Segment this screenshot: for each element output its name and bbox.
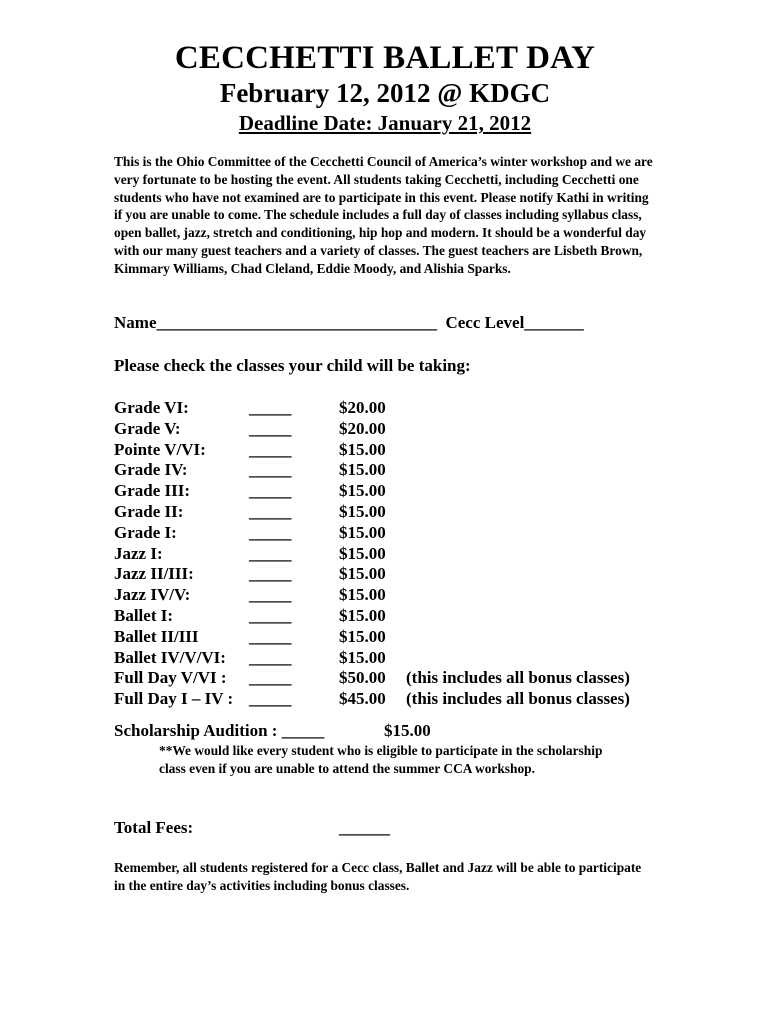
intro-paragraph: This is the Ohio Committee of the Cecchetti Council of America’s winter workshop and we are very fortunate to be hosting the event. All students taking Cecchetti, including Cecchetti one students who have not examined are to participate in this event. Please notify Kathi in writing if you are unable to come. The schedule includes a full day of classes including syllabus class, open ballet, jazz, stretch and conditioning, hip hop and modern. It should be a wonderful day with our many guest teachers and a variety of classes. The guest teachers are Lisbeth Brown, Kimmary Williams, Chad Cleland, Eddie Moody, and Alishia Sparks. [114,154,653,276]
class-row [114,585,674,606]
class-price-list [114,398,674,710]
total-fees-blank: ______ [339,818,390,837]
total-fees-row [114,818,514,840]
class-price: $15.00 [339,564,386,584]
class-row [114,668,674,689]
class-name: Jazz II/III: [114,564,194,584]
class-check-blank: _____ [249,585,292,605]
class-check-blank: _____ [249,522,292,542]
class-price: $15.00 [339,543,386,563]
class-check-blank: _____ [249,481,292,501]
class-name: Ballet I: [114,605,174,625]
class-note: (this includes all bonus classes) [406,668,630,688]
class-row [114,398,674,419]
class-check-blank: _____ [249,501,292,521]
class-row [114,523,674,544]
class-row [114,502,674,523]
scholarship-price: $15.00 [384,721,431,740]
remember-note: Remember, all students registered for a Cecc class, Ballet and Jazz will be able to participate in the entire day’s activities including bonus classes. [114,860,642,893]
class-name: Grade III: [114,481,191,501]
class-price: $15.00 [339,626,386,646]
class-name: Grade II: [114,501,184,521]
class-price: $20.00 [339,418,386,438]
class-row [114,627,674,648]
class-price: $50.00 [339,668,386,688]
class-check-instruction: Please check the classes your child will be taking: [114,356,471,375]
class-price: $15.00 [339,605,386,625]
class-name: Full Day V/VI : [114,668,227,688]
class-check-blank: _____ [249,605,292,625]
class-row [114,481,674,502]
class-name: Grade IV: [114,460,188,480]
event-date-location: February 12, 2012 @ KDGC [219,78,551,108]
class-name: Full Day I – IV : [114,689,234,709]
class-price: $15.00 [339,481,386,501]
class-row [114,419,674,440]
class-price: $15.00 [339,460,386,480]
class-check-blank: _____ [249,647,292,667]
class-check-blank: _____ [249,460,292,480]
deadline-date: Deadline Date: January 21, 2012 [238,111,532,135]
class-check-blank: _____ [249,626,292,646]
class-name: Grade I: [114,522,177,542]
class-price: $45.00 [339,689,386,709]
class-row [114,440,674,461]
class-check-blank: _____ [249,668,292,688]
class-note: (this includes all bonus classes) [406,689,630,709]
class-check-blank: _____ [249,564,292,584]
class-check-blank: _____ [249,418,292,438]
scholarship-audition-row [114,721,674,743]
class-price: $15.00 [339,585,386,605]
scholarship-label: Scholarship Audition : _____ [114,721,325,740]
class-name: Pointe V/VI: [114,439,206,459]
class-price: $15.00 [339,647,386,667]
class-check-blank: _____ [249,439,292,459]
class-price: $15.00 [339,522,386,542]
class-price: $15.00 [339,439,386,459]
class-name: Jazz I: [114,543,163,563]
scholarship-note: **We would like every student who is eligible to participate in the scholarship class even if you are unable to attend the summer CCA workshop. [159,743,603,776]
class-name: Grade VI: [114,398,189,417]
class-check-blank: _____ [249,543,292,563]
class-row [114,648,674,669]
class-price: $20.00 [339,398,386,417]
class-row [114,606,674,627]
class-row [114,544,674,565]
class-check-blank: _____ [249,398,292,417]
class-name: Jazz IV/V: [114,585,191,605]
class-price: $15.00 [339,501,386,521]
page-title: CECCHETTI BALLET DAY [174,40,596,76]
class-row [114,564,674,585]
class-check-blank: _____ [249,689,292,709]
name-level-field: Name_________________________________ Cecc Level_______ [114,313,584,332]
class-name: Ballet II/III [114,626,199,646]
class-row [114,460,674,481]
total-fees-label: Total Fees: [114,818,194,837]
class-name: Ballet IV/V/VI: [114,647,226,667]
class-row [114,689,674,710]
class-name: Grade V: [114,418,181,438]
